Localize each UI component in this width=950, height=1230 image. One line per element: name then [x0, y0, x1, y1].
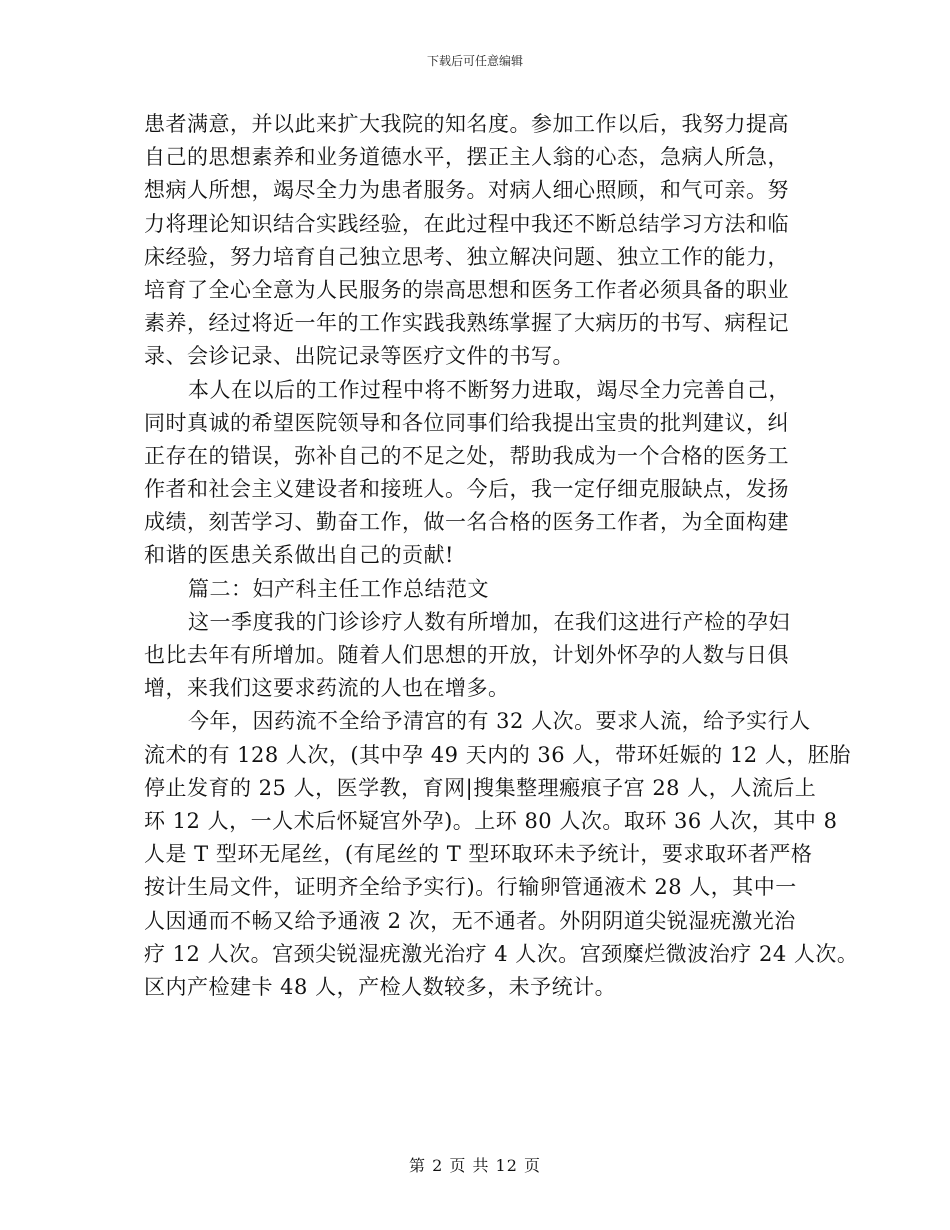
text-line: 人是 T 型环无尾丝，(有尾丝的 T 型环取环未予统计，要求取环者严格: [144, 842, 813, 867]
text-line: 素养，经过将近一年的工作实践我熟练掌握了大病历的书写、病程记: [144, 311, 789, 336]
text-line: 患者满意，并以此来扩大我院的知名度。参加工作以后，我努力提高: [144, 112, 789, 136]
text-line: 作者和社会主义建设者和接班人。今后，我一定仔细克服缺点，发扬: [144, 477, 789, 502]
text-line: 想病人所想，竭尽全力为患者服务。对病人细心照顾，和气可亲。努: [144, 178, 789, 203]
text-line: 正存在的错误，弥补自己的不足之处，帮助我成为一个合格的医务工: [144, 443, 789, 468]
page-footer: 第 2 页 共 12 页: [409, 1156, 541, 1175]
document-body: [144, 108, 859, 1004]
text-line: 力将理论知识结合实践经验，在此过程中我还不断总结学习方法和临: [144, 211, 789, 236]
text-line: 按计生局文件，证明齐全给予实行)。行输卵管通液术 28 人，其中一: [144, 875, 797, 900]
text-line: 流术的有 128 人次，(其中孕 49 天内的 36 人，带环妊娠的 12 人，胚胎: [144, 742, 851, 767]
text-line: 人因通而不畅又给予通液 2 次，无不通者。外阴阴道尖锐湿疣激光治: [144, 908, 796, 933]
text-line: 停止发育的 25 人，医学教，育网|搜集整理瘢痕子宫 28 人，人流后上: [144, 775, 817, 800]
text-line: 也比去年有所增加。随着人们思想的开放，计划外怀孕的人数与日俱: [144, 643, 789, 667]
page-header: 下载后可任意编辑: [426, 54, 523, 68]
text-line: 增，来我们这要求药流的人也在增多。: [144, 676, 510, 701]
text-line: 疗 12 人次。宫颈尖锐湿疣激光治疗 4 人次。宫颈糜烂微波治疗 24 人次。: [144, 941, 859, 966]
text-line: 篇二：妇产科主任工作总结范文: [188, 576, 489, 601]
text-line: 录、会诊记录、出院记录等医疗文件的书写。: [144, 344, 574, 369]
text-line: 和谐的医患关系做出自己的贡献!: [144, 543, 454, 568]
text-line: 环 12 人，一人术后怀疑宫外孕)。上环 80 人次。取环 36 人次，其中 8: [144, 808, 838, 833]
text-line: 今年，因药流不全给予清宫的有 32 人次。要求人流，给予实行人: [188, 709, 811, 734]
text-line: 自己的思想素养和业务道德水平，摆正主人翁的心态，急病人所急，: [144, 145, 789, 170]
text-line: 本人在以后的工作过程中将不断努力进取，竭尽全力完善自己，: [188, 377, 790, 402]
text-line: 成绩，刻苦学习、勤奋工作，做一名合格的医务工作者，为全面构建: [144, 510, 789, 535]
text-line: 区内产检建卡 48 人，产检人数较多，未予统计。: [144, 974, 617, 999]
text-line: 培育了全心全意为人民服务的崇高思想和医务工作者必须具备的职业: [144, 277, 789, 302]
text-line: 同时真诚的希望医院领导和各位同事们给我提出宝贵的批判建议，纠: [144, 410, 789, 435]
text-line: 这一季度我的门诊诊疗人数有所增加，在我们这进行产检的孕妇: [188, 609, 790, 634]
text-line: 床经验，努力培育自己独立思考、独立解决问题、独立工作的能力，: [144, 244, 789, 269]
